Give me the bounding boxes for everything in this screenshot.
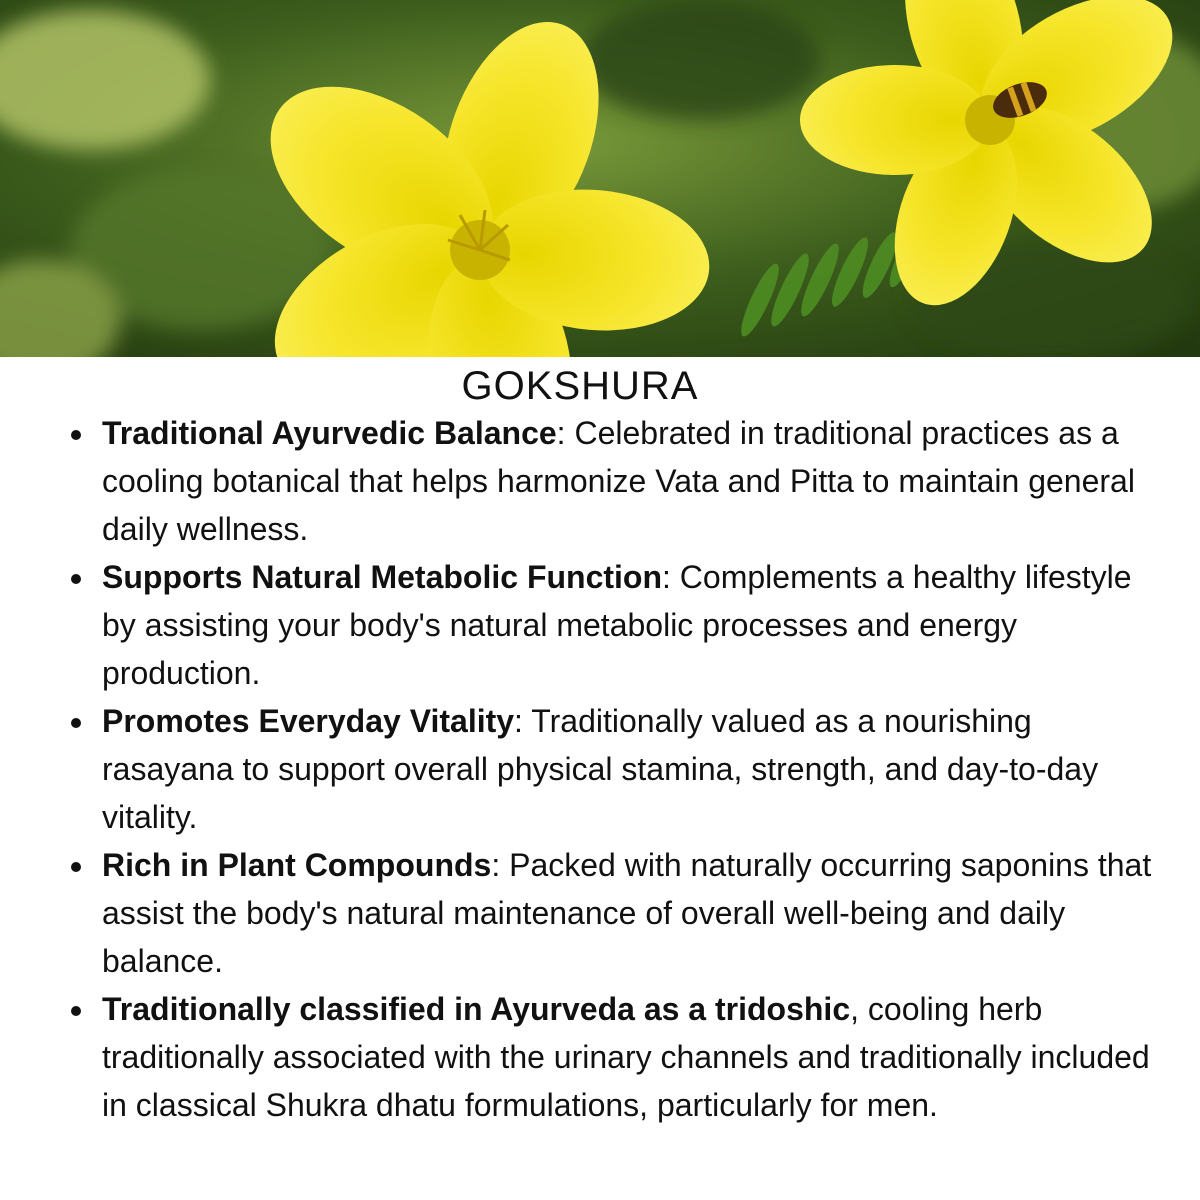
list-item <box>102 553 1160 697</box>
benefits-list <box>0 409 1200 1129</box>
benefit-text: : Celebrated in traditional practices as a cooling botanical that helps harmonize Vata and Pitta to maintain general daily wellness. <box>102 415 1135 547</box>
benefit-heading: Rich in Plant Compounds <box>102 847 492 883</box>
benefit-heading: Supports Natural Metabolic Function <box>102 559 663 595</box>
list-item <box>102 409 1160 553</box>
benefit-heading: Traditionally classified in Ayurveda as a tridoshic <box>102 991 851 1027</box>
benefit-text: : Packed with naturally occurring saponins that assist the body's natural maintenance of overall well-being and daily balance. <box>102 847 1152 979</box>
list-item <box>102 841 1160 985</box>
benefit-heading: Traditional Ayurvedic Balance <box>102 415 557 451</box>
page-title: GOKSHURA <box>461 364 699 408</box>
hero-image <box>0 0 1200 357</box>
benefit-text: , cooling herb traditionally associated with the urinary channels and traditionally included in classical Shukra dhatu formulations, particularly for men. <box>102 991 1150 1123</box>
benefit-text: : Complements a healthy lifestyle by assisting your body's natural metabolic processes and energy production. <box>102 559 1132 691</box>
flower-photo-illustration <box>0 0 1200 357</box>
list-item <box>102 985 1160 1129</box>
benefit-text: : Traditionally valued as a nourishing rasayana to support overall physical stamina, strength, and day-to-day vitality. <box>102 703 1099 835</box>
benefit-heading: Promotes Everyday Vitality <box>102 703 515 739</box>
list-item <box>102 697 1160 841</box>
